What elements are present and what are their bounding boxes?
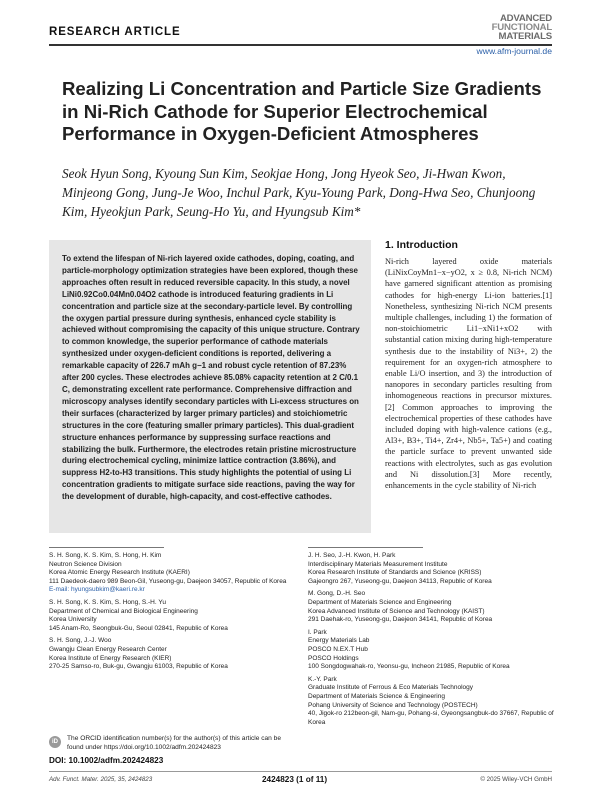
intro-paragraph: Ni-rich layered oxide materials (LiNixCoyMn1−x−yO2, x ≥ 0.8, Ni-rich NCM) have garnered significant attention as promising cathodes for high-energy Li-ion batteries.[1] Nonetheless, synthesizing Ni-rich NCM presents multiple challenges, including 1) the formation of non-stoichiometric Li1−xNi1+xO2 with substantial cation mixing during high-temperature synthesis due to the instability of Ni3+, 2) the requirement for an oxygen-rich atmosphere to enable Li/O insertion, and 3) the introduction of nanopores in secondary particles resulting from inhomogeneous reactions in precursor mixtures.[2] Common approaches to improving the electrochemical properties of these cathodes have included doping with high-valence cations (e.g., Al3+, B3+, Ti4+, Zr4+, Nb5+, Ta5+) and coating the particle surface to prevent unwanted side reactions with electrolytes, such as gas evolution and Ni dissolution.[3] More recently, enhancements in the cycle stability of Ni-rich (385, 257, 552, 491)
footer-rule (49, 771, 552, 772)
affiliations-right (308, 552, 558, 727)
aff-line: Korea Advanced Institute of Science and Technology (KAIST) (308, 607, 485, 615)
aff-line: 40, Jigok-ro 212beon-gil, Nam-gu, Pohang-si, Gyeongsangbuk-do 37667, Republic of Korea (308, 710, 554, 726)
aff-line: Korea Research Institute of Standards and Science (KRISS) (308, 569, 482, 577)
logo-line-3: MATERIALS (498, 31, 552, 42)
affiliations-left (49, 552, 299, 672)
aff-line: Korea Institute of Energy Research (KIER) (49, 654, 172, 662)
author-list: Seok Hyun Song, Kyoung Sun Kim, Seokjae Hong, Jong Hyeok Seo, Ji-Hwan Kwon, Minjeong Gong, Jung-Je Woo, Inchul Park, Kyu-Young Park, Dong-Hwa Seo, Chunjoong Kim, Hyeokjun Park, Seung-Ho Yu, and Hyungsub Kim* (62, 166, 536, 219)
aff-line: Korea Atomic Energy Research Institute (KAERI) (49, 569, 190, 577)
abstract-box (49, 240, 371, 533)
aff-line: K.-Y. Park (308, 675, 337, 683)
aff-line: Pohang University of Science and Technology (POSTECH) (308, 701, 478, 709)
aff-line: Department of Materials Science and Engineering (308, 598, 452, 606)
aff-line: S. H. Song, K. S. Kim, S. Hong, H. Kim (49, 552, 162, 559)
aff-line: Gwangju Clean Energy Research Center (49, 645, 167, 653)
aff-line: 100 Songdogwahak-ro, Yeonsu-gu, Incheon 21985, Republic of Korea (308, 663, 510, 671)
orcid-text[interactable]: The ORCID identification number(s) for the author(s) of this article can be found under https://doi.org/10.1002/adfm.202424823 (67, 735, 282, 751)
aff-line: Energy Materials Lab (308, 637, 370, 645)
journal-logo (492, 14, 552, 41)
aff-line: S. H. Song, J.-J. Woo (49, 637, 112, 645)
footer-page-number: 2424823 (1 of 11) (262, 775, 328, 784)
orcid-note (49, 735, 299, 752)
affiliation-divider-right (308, 547, 423, 548)
footer-citation: Adv. Funct. Mater. 2025, 35, 2424823 (49, 776, 153, 783)
footer-copyright: © 2025 Wiley-VCH GmbH (480, 776, 552, 783)
abstract-text: To extend the lifespan of Ni-rich layered oxide cathodes, doping, coating, and particle-morphology optimization strategies have been explored, though these approaches often result in reduced reversible capacity. In this study, a novel LiNi0.92Co0.04Mn0.04O2 cathode is introduced featuring gradients in Li concentration and particle size at the secondary-particle level. By controlling the oxygen partial pressure during synthesis, enhanced cycle stability is achieved without compromising the capacity of this unique structure. Contrary to common knowledge, the superior performance of cathode materials synthesized under oxygen-deficient conditions is reported, delivering a remarkable capacity of 226.7 mAh g−1 and robust cycle retention of 87.23% after 200 cycles. These electrodes achieve 85.08% capacity retention at 2 C/0.1 C, demonstrating excellent rate performance. Comprehensive diffraction and microscopy analyses identify secondary particles with Li-excess structures on their surfaces (characterized by larger primary particles) and stoichiometric structures in the core (featuring smaller primary particles). This dual-gradient structure enhances performance by suppressing surface reactions and stabilizing the bulk. Furthermore, the electrodes retain pristine microstructure during electrochemical cycling, minimize lattice contraction (3.86%), and suppress H2-to-H3 transitions. This study highlights the potential of using Li concentration gradients to mitigate surface side reactions, paving the way for the development of durable, high-capacity, and cost-effective cathodes. (62, 254, 360, 502)
logo-line-1: ADVANCED (499, 13, 552, 24)
aff-line: 111 Daedeok-daero 989 Beon-Gil, Yuseong-gu, Daejeon 34057, Republic of Korea (49, 577, 287, 585)
aff-line: M. Gong, D.-H. Seo (308, 590, 366, 598)
aff-line: Department of Materials Science & Engineering (308, 692, 445, 700)
aff-line: POSCO N.EX.T Hub (308, 645, 368, 653)
doi-label: DOI: 10.1002/adfm.202424823 (49, 756, 164, 765)
aff-line: POSCO Holdings (308, 654, 359, 662)
email-link[interactable]: E-mail: hyungsubkim@kaeri.re.kr (49, 586, 145, 594)
aff-line: I. Park (308, 628, 327, 636)
intro-heading: 1. Introduction (385, 239, 458, 251)
affiliation-divider-left (49, 547, 164, 548)
aff-line: Interdisciplinary Materials Measurement Institute (308, 560, 448, 568)
aff-line: S. H. Song, K. S. Kim, S. Hong, S.-H. Yu (49, 598, 166, 606)
aff-line: 270-25 Samso-ro, Buk-gu, Gwangju 61003, Republic of Korea (49, 663, 228, 671)
aff-line: 291 Daehak-ro, Yuseong-gu, Daejeon 34141, Republic of Korea (308, 616, 493, 624)
aff-line: J. H. Seo, J.-H. Kwon, H. Park (308, 552, 396, 559)
journal-url-link[interactable]: www.afm-journal.de (476, 46, 552, 56)
aff-line: Gajeongro 267, Yuseong-gu, Daejeon 34113, Republic of Korea (308, 577, 492, 585)
orcid-icon: iD (49, 736, 61, 748)
section-label: RESEARCH ARTICLE (49, 26, 181, 38)
logo-line-2: FUNCTIONAL (491, 22, 552, 33)
aff-line: Neutron Science Division (49, 560, 122, 568)
article-title: Realizing Li Concentration and Particle Size Gradients in Ni-Rich Cathode for Superior Electrochemical Performance in Oxygen-Deficient Atmospheres (62, 78, 542, 144)
aff-line: 145 Anam-Ro, Seongbuk-Gu, Seoul 02841, Republic of Korea (49, 624, 228, 632)
aff-line: Department of Chemical and Biological Engineering (49, 607, 198, 615)
aff-line: Korea University (49, 616, 97, 624)
aff-line: Graduate Institute of Ferrous & Eco Materials Technology (308, 684, 473, 692)
